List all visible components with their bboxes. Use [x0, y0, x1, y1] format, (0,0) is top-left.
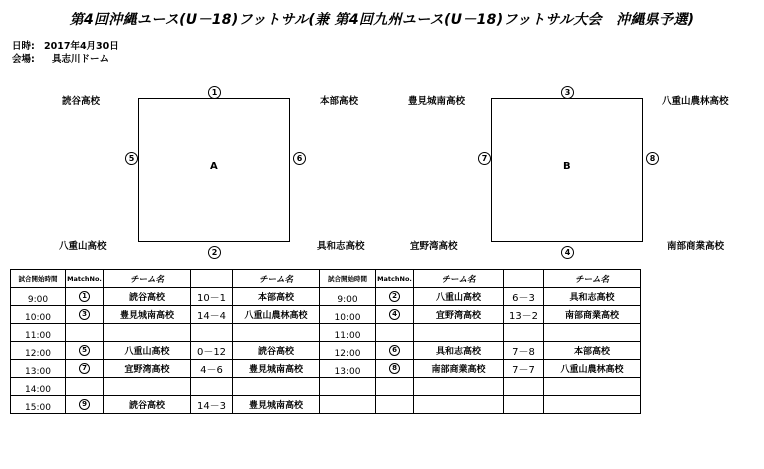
cell-team	[233, 378, 320, 396]
cell-time: 15:00	[11, 396, 66, 414]
cell-matchno	[376, 288, 414, 306]
cell-time: 11:00	[320, 324, 376, 342]
cell-team: 八重山農林高校	[233, 306, 320, 324]
cell-score	[191, 324, 233, 342]
cell-score	[504, 324, 544, 342]
header-score	[191, 270, 233, 288]
groupA-school-top-left: 読谷高校	[62, 96, 101, 107]
table-row	[11, 324, 641, 342]
cell-matchno	[376, 396, 414, 414]
cell-score: 7－8	[504, 342, 544, 360]
cell-team	[414, 324, 504, 342]
cell-matchno	[66, 360, 104, 378]
groupB-school-top-right: 八重山農林高校	[662, 96, 729, 107]
cell-team: 八重山高校	[104, 342, 191, 360]
cell-time: 10:00	[11, 306, 66, 324]
venue-line	[12, 51, 109, 65]
cell-time: 13:00	[320, 360, 376, 378]
venue-value: 具志川ドーム	[52, 54, 110, 65]
header-team: チーム名	[544, 270, 641, 288]
cell-team: 八重山高校	[414, 288, 504, 306]
cell-team	[544, 324, 641, 342]
cell-time: 9:00	[320, 288, 376, 306]
venue-label: 会場:	[12, 54, 35, 65]
cell-score: 4－6	[191, 360, 233, 378]
match-number: 9	[79, 399, 90, 410]
cell-team: 南部商業高校	[544, 306, 641, 324]
groupB-label: B	[563, 161, 571, 172]
cell-team: 具和志高校	[544, 288, 641, 306]
cell-score: 6－3	[504, 288, 544, 306]
cell-team: 南部商業高校	[414, 360, 504, 378]
cell-team	[233, 324, 320, 342]
header-matchno: MatchNo.	[66, 270, 104, 288]
cell-team: 豊見城南高校	[233, 360, 320, 378]
cell-team	[104, 324, 191, 342]
groupA-match-top: 1	[208, 86, 221, 99]
cell-time	[320, 396, 376, 414]
cell-matchno	[66, 396, 104, 414]
match-number: 2	[389, 291, 400, 302]
cell-score: 13－2	[504, 306, 544, 324]
header-team: チーム名	[104, 270, 191, 288]
cell-team: 宜野湾高校	[104, 360, 191, 378]
table-row	[11, 378, 641, 396]
table-row	[11, 396, 641, 414]
cell-matchno	[376, 360, 414, 378]
cell-time: 14:00	[11, 378, 66, 396]
cell-team: 読谷高校	[104, 288, 191, 306]
match-number: 8	[389, 363, 400, 374]
groupB-match-left: 7	[478, 152, 491, 165]
match-number: 3	[79, 309, 90, 320]
cell-time: 9:00	[11, 288, 66, 306]
match-number: 5	[79, 345, 90, 356]
cell-team	[414, 378, 504, 396]
header-team: チーム名	[414, 270, 504, 288]
table-row	[11, 342, 641, 360]
header-matchno: MatchNo.	[376, 270, 414, 288]
groupA-match-left: 5	[125, 152, 138, 165]
cell-score: 14－3	[191, 396, 233, 414]
cell-matchno	[66, 306, 104, 324]
cell-matchno	[66, 378, 104, 396]
table-row	[11, 360, 641, 378]
date-label: 日時:	[12, 41, 35, 52]
header-time: 試合開始時間	[320, 270, 376, 288]
cell-team: 本部高校	[544, 342, 641, 360]
groupB-match-bottom: 4	[561, 246, 574, 259]
cell-time: 12:00	[320, 342, 376, 360]
cell-team: 具和志高校	[414, 342, 504, 360]
page-title: 第4回沖縄ユース(U－18)フットサル(兼 第4回九州ユース(U－18)フットサル大会 沖縄県予選)	[69, 12, 695, 28]
date-line	[12, 38, 119, 52]
groupA-school-bottom-left: 八重山高校	[59, 241, 107, 252]
match-number: 4	[389, 309, 400, 320]
cell-team	[544, 396, 641, 414]
groupB-match-right: 8	[646, 152, 659, 165]
cell-time: 10:00	[320, 306, 376, 324]
groupA-match-bottom: 2	[208, 246, 221, 259]
groupB-school-bottom-right: 南部商業高校	[667, 241, 725, 252]
cell-score: 7－7	[504, 360, 544, 378]
cell-time	[320, 378, 376, 396]
groupA-label: A	[210, 161, 218, 172]
cell-team: 読谷高校	[104, 396, 191, 414]
cell-team: 豊見城南高校	[104, 306, 191, 324]
cell-matchno	[376, 306, 414, 324]
cell-matchno	[376, 342, 414, 360]
cell-team	[104, 378, 191, 396]
cell-score: 14－4	[191, 306, 233, 324]
cell-score: 10－1	[191, 288, 233, 306]
groupB-school-top-left: 豊見城南高校	[408, 96, 466, 107]
cell-score	[504, 396, 544, 414]
cell-matchno	[66, 342, 104, 360]
cell-team	[414, 396, 504, 414]
groupB-school-bottom-left: 宜野湾高校	[410, 241, 458, 252]
cell-score: 0－12	[191, 342, 233, 360]
cell-score	[191, 378, 233, 396]
cell-matchno	[66, 324, 104, 342]
cell-team	[544, 378, 641, 396]
table-row	[11, 306, 641, 324]
schedule-table	[10, 269, 641, 414]
header-team: チーム名	[233, 270, 320, 288]
cell-score	[504, 378, 544, 396]
groupB-match-top: 3	[561, 86, 574, 99]
cell-team: 宜野湾高校	[414, 306, 504, 324]
table-header-row	[11, 270, 641, 288]
cell-time: 13:00	[11, 360, 66, 378]
date-value: 2017年4月30日	[44, 41, 119, 52]
match-number: 7	[79, 363, 90, 374]
cell-time: 11:00	[11, 324, 66, 342]
table-row	[11, 288, 641, 306]
match-number: 6	[389, 345, 400, 356]
cell-team: 読谷高校	[233, 342, 320, 360]
cell-team: 豊見城南高校	[233, 396, 320, 414]
groupA-match-right: 6	[293, 152, 306, 165]
cell-matchno	[66, 288, 104, 306]
cell-time: 12:00	[11, 342, 66, 360]
match-number: 1	[79, 291, 90, 302]
header-time: 試合開始時間	[11, 270, 66, 288]
header-score	[504, 270, 544, 288]
groupA-school-top-right: 本部高校	[320, 96, 359, 107]
cell-team: 本部高校	[233, 288, 320, 306]
cell-matchno	[376, 378, 414, 396]
groupA-school-bottom-right: 具和志高校	[317, 241, 365, 252]
cell-matchno	[376, 324, 414, 342]
cell-team: 八重山農林高校	[544, 360, 641, 378]
